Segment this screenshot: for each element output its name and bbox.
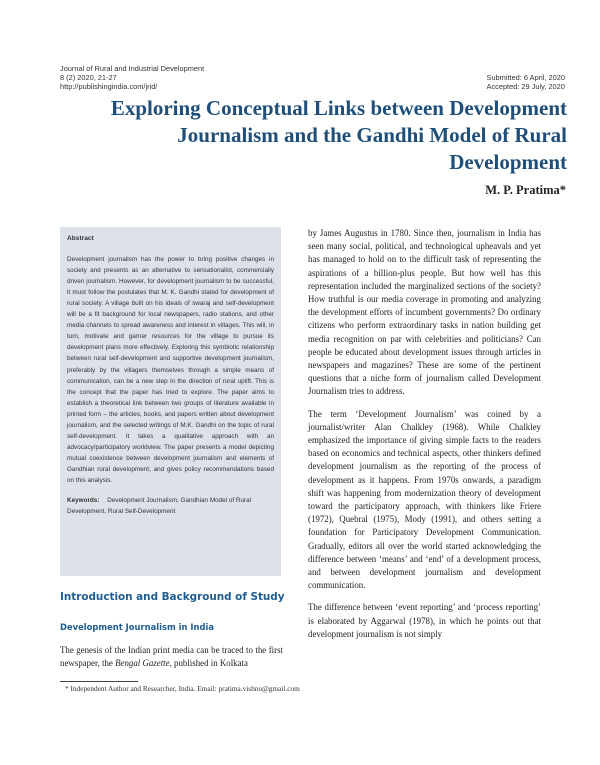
body-paragraph: The term ‘Development Journalism’ was coined by a journalist/writer Alan Chalkley (1968). While Chalkley emphasized the importance of giving simple facts to the readers based on economics and technical aspects, other thinkers defined development journalism as the reporting of the process of development as it happens. From 1970s onwards, a paradigm shift was happening from modernization theory of development toward the participatory approach, with thinkers like Friere (1972), Quebral (1975), Mody (1991), and others setting a foundation for Participatory Development Communication. Gradually, editors all over the world started acknowledging the difference between ‘means’ and ‘end’ of a development process, and between development journalism and development communication. bbox=[308, 408, 541, 591]
body-paragraph: by James Augustus in 1780. Since then, journalism in India has seen many social, political, and technological upheavals and yet has managed to hold on to the difficult task of representing the aspirations of a billion-plus people. But how well has this representation included the marginalized sections of the society? How truthful is our media coverage in promoting and analyzing the development efforts of incumbent governments? Do ordinary citizens who perform extraordinary tasks in nation building get media recognition on par with celebrities and politicians? Can people be educated about development issues through articles in newspapers and magazines? These are some of the pertinent questions that a niche form of journalism called Development Journalism tries to address. bbox=[308, 228, 541, 397]
journal-header bbox=[60, 64, 204, 91]
subsection-heading: Development Journalism in India bbox=[60, 622, 214, 632]
footnote-divider bbox=[60, 681, 138, 682]
body-paragraph: The difference between ‘event reporting’ and ‘process reporting’ is elaborated by Aggarwal (1978), in which he points out that development journalism is not simply bbox=[308, 602, 541, 639]
keywords-list: Development Journalism, Gandhian Model of Rural Development, Rural Self-Development bbox=[67, 497, 252, 516]
title-line: Exploring Conceptual Links between Development bbox=[110, 96, 567, 120]
submitted-date: Submitted: 6 April, 2020 bbox=[486, 73, 565, 82]
abstract-text: Development journalism has the power to bring positive changes in society and presents as an alternative to sensationalist, commercially driven journalism. However, for development journalism to be successful, it must follow the postulates that M. K. Gandhi stated for development of rural society. A village built on his ideals of swaraj and self-development will be a fit background for local newspapers, radio stations, and other media channels to spread awareness and interest in villages. This will, in turn, motivate and garner resources for the village to pursue its development plans more effectively. Exploring this symbiotic relationship between rural self-development and supportive development journalism, preferably by the villagers themselves through a simple means of communication, can be a new step in the direction of rural uplift. This is the concept that the paper has tried to explore. The paper aims to establish a theoretical link between two groups of literature available in printed form – the articles, books, and papers written about development journalism, and the selected writings of M.K. Gandhi on the topic of rural self-development. It takes a qualitative approach with an advocacy/participatory worldview. The paper presents a model depicting mutual coexistence between development journalism and elements of Gandhian rural development, and gives policy recommendations based on this analysis. bbox=[67, 256, 274, 484]
journal-url[interactable]: http://publishingindia.com/jrid/ bbox=[60, 82, 158, 91]
newspaper-name: Bengal Gazette bbox=[115, 658, 170, 669]
submission-dates bbox=[487, 73, 565, 91]
accepted-date: Accepted: 29 July, 2020 bbox=[486, 82, 565, 91]
paragraph-text: , published in Kolkata bbox=[169, 658, 248, 669]
journal-issue: 8 (2) 2020, 21-27 bbox=[60, 73, 117, 82]
body-paragraph bbox=[60, 644, 283, 670]
keywords bbox=[67, 495, 274, 517]
section-heading: Introduction and Background of Study bbox=[60, 591, 285, 603]
keywords-label: Keywords: bbox=[67, 497, 100, 505]
right-column bbox=[308, 227, 541, 650]
footnote: * Independent Author and Researcher, India. Email: pratima.vishnu@gmail.com bbox=[65, 684, 300, 693]
abstract-box bbox=[60, 227, 281, 576]
title-line: Development bbox=[449, 150, 567, 174]
abstract-heading: Abstract bbox=[67, 235, 94, 242]
author-name: M. P. Pratima* bbox=[485, 183, 566, 197]
journal-name: Journal of Rural and Industrial Development bbox=[60, 64, 205, 73]
title-line: Journalism and the Gandhi Model of Rural bbox=[177, 123, 567, 147]
paragraph-text: The genesis of the Indian print media can be traced to the first newspaper, the bbox=[60, 645, 283, 669]
article-title bbox=[40, 95, 567, 176]
